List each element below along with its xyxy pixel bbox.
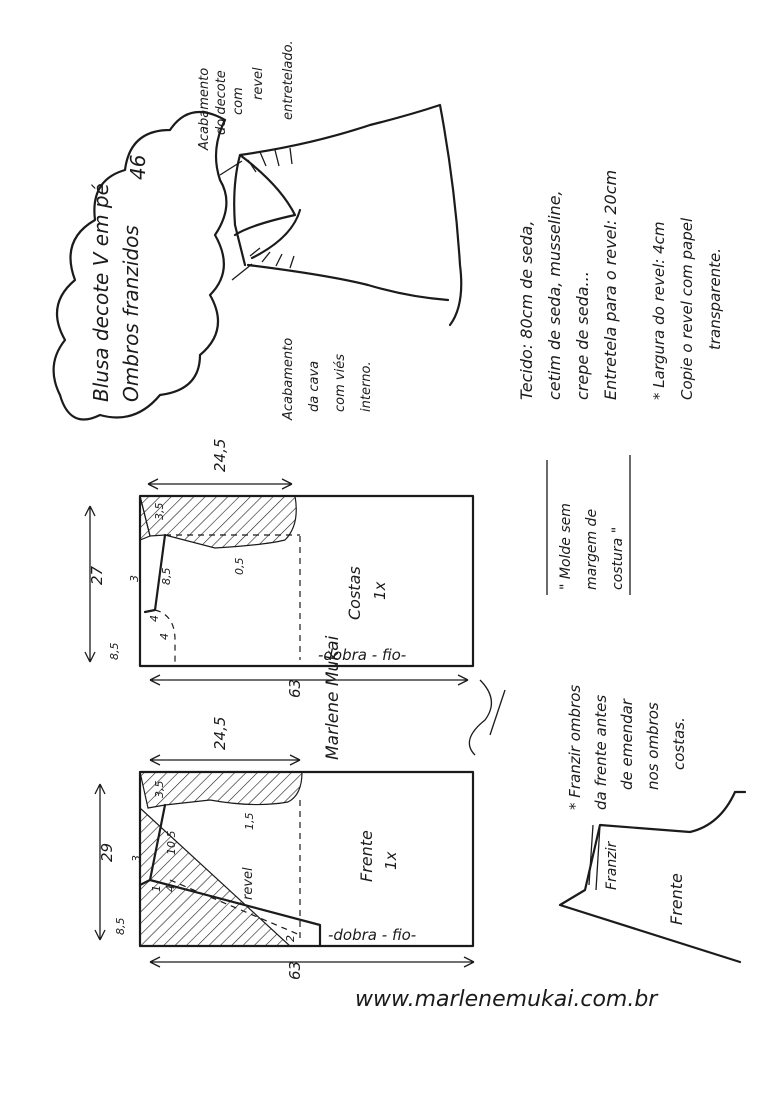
front-shoulder-drop: 3,5 (153, 780, 166, 798)
back-shoulder-drop: 3,5 (153, 502, 166, 520)
sketch-note-neckline-4: revel (251, 67, 266, 100)
front-piece-qty: 1x (382, 851, 400, 870)
seam-note (547, 455, 630, 595)
back-length: 63 (286, 678, 304, 698)
back-fold-label: -dobra - fio- (318, 646, 407, 664)
facing-note-line-1: * Largura do revel: 4cm (650, 221, 668, 400)
sketch-note-armhole-3: com viés (333, 354, 348, 412)
title-cloud (54, 112, 227, 420)
sketch-note-armhole-1: Acabamento (281, 337, 296, 420)
front-neck-drop: 3 (130, 855, 143, 862)
sketch-note-neckline-2: do decote (214, 70, 229, 135)
sketch-note-neckline-3: com (231, 87, 246, 115)
front-fold-label: -dobra - fio- (328, 926, 417, 944)
signature: Marlene Mukai (323, 635, 343, 760)
front-depth: 29 (98, 842, 116, 862)
seam-note-line-2: margem de (584, 508, 600, 590)
front-width-top: 24,5 (211, 716, 229, 750)
title-line2: Ombros franzidos (119, 225, 143, 402)
front-neck-b: 4 (164, 885, 177, 892)
facing-note-line-3: transparente. (706, 247, 724, 350)
front-length: 63 (286, 960, 304, 980)
sketch-note-neckline-1: Acabamento (197, 67, 212, 150)
seam-note-line-3: costura " (610, 526, 626, 590)
back-width-top: 24,5 (211, 438, 229, 472)
website: www.marlenemukai.com.br (355, 987, 658, 1012)
front-shoulder: 10,5 (165, 830, 178, 855)
facing-note (650, 217, 724, 400)
front-detail-gather: Franzir (604, 841, 620, 890)
back-depth: 27 (88, 565, 106, 585)
front-piece-name: Frente (357, 830, 376, 882)
front-neck-width: 8,5 (114, 917, 127, 935)
sketch-note-armhole-2: da cava (307, 360, 322, 412)
title-size: 46 (126, 154, 150, 180)
front-facing-hatch (140, 808, 290, 946)
back-neck-b: 4 (158, 633, 171, 640)
fabric-note-line-2: cetim de seda, musseline, (545, 190, 564, 400)
seam-note-line-1: " Molde sem (558, 503, 574, 590)
fabric-note-line-1: Tecido: 80cm de seda, (517, 220, 536, 400)
front-pattern (95, 717, 474, 980)
back-shoulder: 8,5 (160, 567, 173, 585)
gather-note-line-2: da frente antes (592, 694, 610, 810)
front-facing-label: revel (241, 867, 256, 900)
fabric-note-line-4: Entretela para o revel: 20cm (601, 169, 620, 400)
front-armhole-depth: 1,5 (243, 812, 256, 830)
gather-note-line-3: de emendar (618, 699, 636, 790)
fabric-note-line-3: crepe de seda... (573, 271, 592, 400)
facing-note-line-2: Copie o revel com papel (678, 217, 696, 400)
sketch-note-neckline-5: entretelado. (281, 40, 296, 120)
back-neck-a: 4 (148, 615, 161, 622)
front-detail-name: Frente (667, 873, 686, 925)
gather-note-line-5: costas. (670, 717, 688, 770)
blouse-sketch (197, 40, 461, 421)
gather-note-line-4: nos ombros (644, 702, 662, 790)
fabric-note (517, 170, 620, 400)
gather-note-line-1: * Franzir ombros (566, 684, 584, 810)
back-piece-name: Costas (345, 566, 364, 620)
back-armhole-depth: 0,5 (233, 557, 246, 575)
back-pattern (85, 439, 473, 698)
back-neck-drop: 3 (128, 575, 141, 582)
sketch-note-armhole-4: interno. (359, 361, 374, 412)
gather-note (566, 685, 688, 810)
back-neck-width: 8,5 (108, 642, 121, 660)
front-hem-step: 2 (284, 935, 297, 942)
title-line1: Blusa decote V em pé (89, 183, 113, 402)
front-detail-sketch (560, 792, 745, 962)
front-neck-a: 1 (150, 885, 163, 892)
back-piece-qty: 1x (371, 581, 389, 600)
